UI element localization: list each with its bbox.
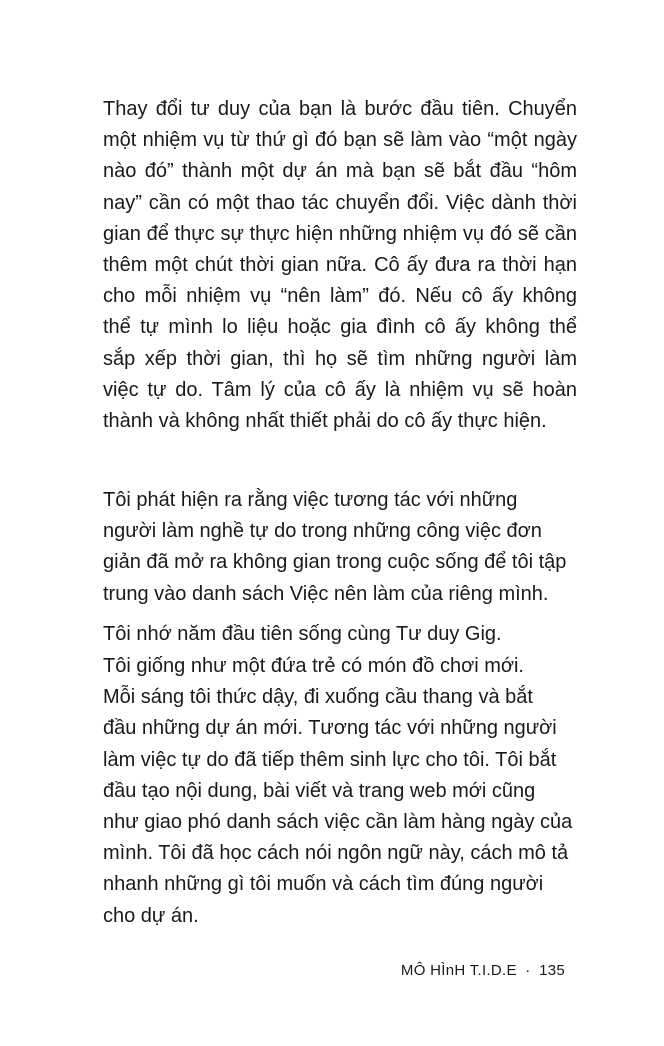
text-line: đầu những dự án mới. Tương tác với những người bbox=[103, 717, 557, 740]
text-line: đầu tạo nội dung, bài viết và trang web mới cũng bbox=[103, 779, 536, 802]
text-line: nào đó” thành một dự án mà bạn sẽ bắt đầu “hôm bbox=[103, 160, 577, 183]
text-line: thêm một chút thời gian nữa. Cô ấy đưa ra thời hạn bbox=[103, 254, 577, 277]
text-line: làm việc tự do đã tiếp thêm sinh lực cho tôi. Tôi bắt bbox=[103, 748, 557, 771]
paragraph-2 bbox=[103, 485, 577, 610]
text-line: giản đã mở ra không gian trong cuộc sống để tôi tập bbox=[103, 551, 567, 574]
text-line: Tôi phát hiện ra rằng việc tương tác với những bbox=[103, 489, 518, 511]
text-line: như giao phó danh sách việc cần làm hàng ngày của bbox=[103, 811, 573, 834]
text-line: Mỗi sáng tôi thức dậy, đi xuống cầu thang và bắt bbox=[103, 686, 533, 709]
text-line: một nhiệm vụ từ thứ gì đó bạn sẽ làm vào “một ngày bbox=[103, 129, 577, 152]
text-line: Tôi giống như một đứa trẻ có món đồ chơi mới. bbox=[103, 655, 524, 677]
text-line: gian để thực sự thực hiện những nhiệm vụ đó sẽ cần bbox=[103, 222, 577, 245]
text-line: Thay đổi tư duy của bạn là bước đầu tiên. Chuyển bbox=[103, 98, 577, 120]
text-line: nay” cần có một thao tác chuyển đổi. Việc dành thời bbox=[103, 191, 577, 214]
page-footer bbox=[401, 962, 565, 979]
page-number: 135 bbox=[539, 962, 565, 979]
text-line: thể tự mình lo liệu hoặc gia đình cô ấy không thể bbox=[103, 316, 577, 339]
text-line: cho dự án. bbox=[103, 904, 199, 927]
text-line: cho mỗi nhiệm vụ “nên làm” đó. Nếu cô ấy không bbox=[103, 285, 577, 308]
paragraph-4 bbox=[103, 651, 577, 932]
text-line: nhanh những gì tôi muốn và cách tìm đúng người bbox=[103, 873, 544, 896]
text-line: việc tự do. Tâm lý của cô ấy là nhiệm vụ sẽ hoàn bbox=[103, 378, 577, 401]
paragraph-1 bbox=[103, 94, 577, 437]
running-head: MÔ HÌnH T.I.D.E bbox=[400, 962, 517, 979]
text-line: thành và không nhất thiết phải do cô ấy thực hiện. bbox=[103, 410, 547, 433]
text-line: sắp xếp thời gian, thì họ sẽ tìm những người làm bbox=[103, 347, 577, 370]
text-line: trung vào danh sách Việc nên làm của riêng mình. bbox=[103, 582, 549, 605]
text-line: người làm nghề tự do trong những công việc đơn bbox=[103, 520, 542, 543]
footer-separator: · bbox=[525, 962, 531, 979]
text-line: mình. Tôi đã học cách nói ngôn ngữ này, cách mô tả bbox=[103, 842, 569, 865]
text-line: Tôi nhớ năm đầu tiên sống cùng Tư duy Gig. bbox=[103, 623, 502, 645]
paragraph-3 bbox=[103, 619, 577, 650]
